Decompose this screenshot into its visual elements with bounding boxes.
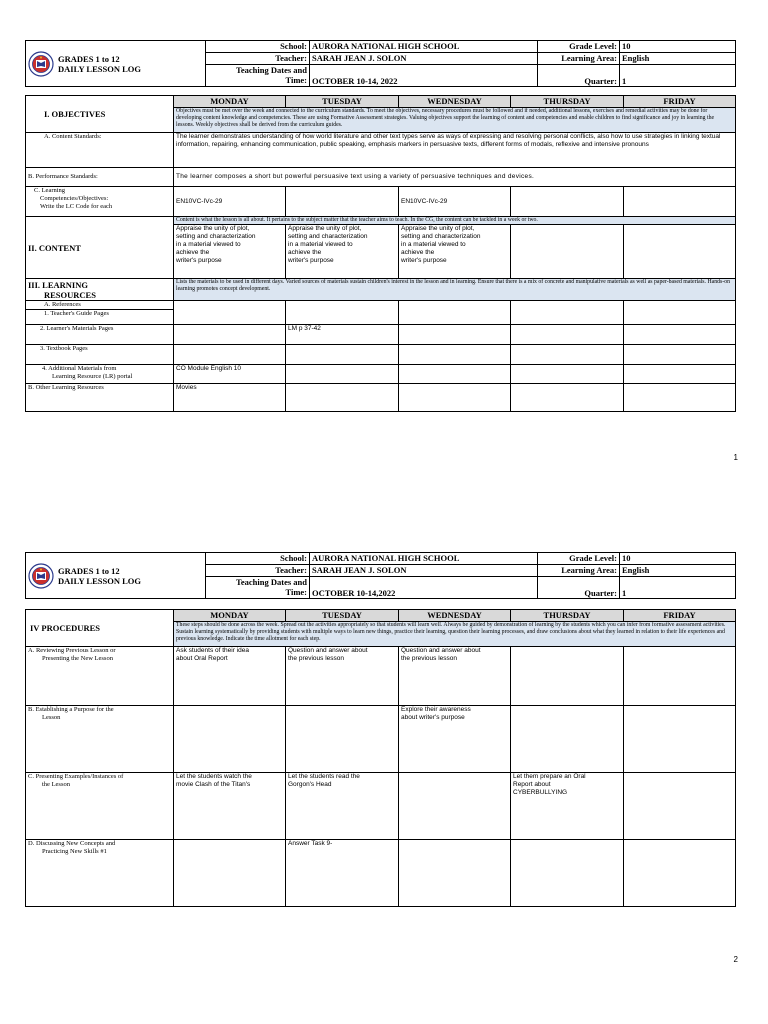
objectives-table xyxy=(25,95,736,412)
grade-level-label: Grade Level: xyxy=(538,553,620,565)
day-thursday: THURSDAY xyxy=(511,96,624,108)
dll-title: DAILY LESSON LOG xyxy=(58,63,141,74)
school-label: School: xyxy=(206,553,310,565)
learning-area-label: Learning Area: xyxy=(538,565,620,577)
competency-tuesday xyxy=(286,187,399,217)
content-standards-label: A. Content Standards: xyxy=(26,133,174,168)
other-tuesday xyxy=(286,384,399,412)
c-thursday: Let them prepare an Oral Report about CYBERBULLYING xyxy=(511,773,624,840)
c-monday: Let the students watch the movie Clash of the Titan's xyxy=(174,773,286,840)
resources-note: Lists the materials to be used in different days. Varied sources of materials sustain children's interest in the lesson and in learning. Ensure that there is a mix of concrete and manipulative materials as well as paper-based materials. Hands-on learning promotes concept development. xyxy=(174,279,736,301)
day-monday: MONDAY xyxy=(174,96,286,108)
teaching-dates-value: OCTOBER 10-14,2022 xyxy=(310,577,538,599)
am-wednesday xyxy=(399,365,511,384)
teacher-label: Teacher: xyxy=(206,53,310,65)
page-2 xyxy=(0,512,768,1024)
learning-area-value: English xyxy=(620,565,736,577)
header-logo-cell-2 xyxy=(26,553,206,599)
teacher-label: Teacher: xyxy=(206,565,310,577)
reviewing-lesson-label: A. Reviewing Previous Lesson or Presenting the New Lesson xyxy=(26,647,174,706)
teaching-dates-label: Teaching Dates and Time: xyxy=(206,577,310,599)
other-resources-label: B. Other Learning Resources xyxy=(26,384,174,412)
grade-level-label: Grade Level: xyxy=(538,41,620,53)
performance-standards-label: B. Performance Standards: xyxy=(26,168,174,187)
a-monday: Ask students of their idea about Oral Report xyxy=(174,647,286,706)
references-label: A. References xyxy=(26,301,174,310)
establishing-purpose-label: B. Establishing a Purpose for the Lesson xyxy=(26,706,174,773)
d-tuesday: Answer Task 9- xyxy=(286,840,399,907)
tg-wednesday xyxy=(399,301,511,325)
content-tuesday: Appraise the unity of plot, setting and characterization in a material viewed to achieve the writer's purpose xyxy=(286,225,399,279)
grades-title: GRADES 1 to 12 xyxy=(58,565,120,576)
day-monday: MONDAY xyxy=(174,610,286,622)
tg-thursday xyxy=(511,301,624,325)
procedures-heading: IV PROCEDURES xyxy=(26,610,174,647)
dll-title: DAILY LESSON LOG xyxy=(58,575,141,586)
a-friday xyxy=(624,647,736,706)
content-thursday xyxy=(511,225,624,279)
competency-thursday xyxy=(511,187,624,217)
am-monday: CO Module English 10 xyxy=(174,365,286,384)
day-thursday: THURSDAY xyxy=(511,610,624,622)
competency-code-monday: EN10VC-IVc-29 xyxy=(174,187,286,217)
day-tuesday: TUESDAY xyxy=(286,96,399,108)
quarter-label: Quarter: xyxy=(538,577,620,599)
quarter-value: 1 xyxy=(620,577,736,599)
quarter-label: Quarter: xyxy=(538,65,620,87)
a-wednesday: Question and answer about the previous lesson xyxy=(399,647,511,706)
tg-monday xyxy=(174,301,286,325)
tb-thursday xyxy=(511,345,624,365)
page-number-1: 1 xyxy=(733,453,738,462)
other-monday: Movies xyxy=(174,384,286,412)
c-friday xyxy=(624,773,736,840)
deped-seal-icon xyxy=(28,563,54,589)
d-monday xyxy=(174,840,286,907)
tb-friday xyxy=(624,345,736,365)
c-wednesday xyxy=(399,773,511,840)
content-note: Content is what the lesson is all about. It pertains to the subject matter that the teacher aims to teach. In the CG, the content can be tackled in a week or two. xyxy=(174,217,736,225)
other-thursday xyxy=(511,384,624,412)
competency-code-wednesday: EN10VC-IVc-29 xyxy=(399,187,511,217)
header-table xyxy=(25,40,736,87)
school-value: AURORA NATIONAL HIGH SCHOOL xyxy=(310,41,538,53)
d-thursday xyxy=(511,840,624,907)
objectives-note: Objectives must be met over the week and connected to the curriculum standards. To meet the objectives, necessary procedures must be followed and if needed, additional lessons, exercises and remedial activities may be done for developing content knowledge and competencies. These are using Formative Assessment strategies. Valuing objectives support the learning of content and competencies and enable children to find significance and joy in learning the lessons. Weekly objectives shall be derived from the curriculum guides. xyxy=(174,108,736,133)
learning-area-value: English xyxy=(620,53,736,65)
lm-wednesday xyxy=(399,325,511,345)
resources-heading: III. LEARNING RESOURCES xyxy=(26,279,174,301)
page-number-2: 2 xyxy=(733,955,738,964)
day-friday: FRIDAY xyxy=(624,610,736,622)
c-tuesday: Let the students read the Gorgon's Head xyxy=(286,773,399,840)
b-monday xyxy=(174,706,286,773)
teacher-value: SARAH JEAN J. SOLON xyxy=(310,565,538,577)
tg-tuesday xyxy=(286,301,399,325)
presenting-examples-label: C. Presenting Examples/Instances of the Lesson xyxy=(26,773,174,840)
teaching-dates-value: OCTOBER 10-14, 2022 xyxy=(310,65,538,87)
grade-level-value: 10 xyxy=(620,41,736,53)
grades-title: GRADES 1 to 12 xyxy=(58,53,120,64)
teachers-guide-label: 1. Teacher's Guide Pages xyxy=(26,310,174,325)
objectives-heading: I. OBJECTIVES xyxy=(26,96,174,133)
day-wednesday: WEDNESDAY xyxy=(399,96,511,108)
day-wednesday: WEDNESDAY xyxy=(399,610,511,622)
am-tuesday xyxy=(286,365,399,384)
a-tuesday: Question and answer about the previous lesson xyxy=(286,647,399,706)
tg-friday xyxy=(624,301,736,325)
day-friday: FRIDAY xyxy=(624,96,736,108)
header-table-2 xyxy=(25,552,736,599)
tb-tuesday xyxy=(286,345,399,365)
grade-level-value: 10 xyxy=(620,553,736,565)
other-friday xyxy=(624,384,736,412)
content-monday: Appraise the unity of plot, setting and characterization in a material viewed to achieve the writer's purpose xyxy=(174,225,286,279)
content-friday xyxy=(624,225,736,279)
header-logo-cell xyxy=(26,41,206,87)
lm-thursday xyxy=(511,325,624,345)
content-wednesday: Appraise the unity of plot, setting and characterization in a material viewed to achieve the writer's purpose xyxy=(399,225,511,279)
teaching-dates-label: Teaching Dates and Time: xyxy=(206,65,310,87)
competency-friday xyxy=(624,187,736,217)
learners-materials-label: 2. Learner's Materials Pages xyxy=(26,325,174,345)
tb-monday xyxy=(174,345,286,365)
lm-monday xyxy=(174,325,286,345)
other-wednesday xyxy=(399,384,511,412)
content-standards-value: The learner demonstrates understanding of how world literature and other text types serve as ways of expressing and resolving personal conflicts, also how to use strategies in linking textual information, repairing, enhancing communication, public speaking, emphasis markers in persuasive texts, different forms of modals, reflexive and intensive pronouns xyxy=(174,133,736,168)
b-thursday xyxy=(511,706,624,773)
d-wednesday xyxy=(399,840,511,907)
learning-area-label: Learning Area: xyxy=(538,53,620,65)
am-friday xyxy=(624,365,736,384)
lm-tuesday: LM p 37-42 xyxy=(286,325,399,345)
content-heading: II. CONTENT xyxy=(26,217,174,279)
a-thursday xyxy=(511,647,624,706)
lm-friday xyxy=(624,325,736,345)
tb-wednesday xyxy=(399,345,511,365)
d-friday xyxy=(624,840,736,907)
procedures-note: These steps should be done across the week. Spread out the activities appropriately so that students will learn well. Always be guided by demonstration of learning by the students which you can infer from formative assessment activities. Sustain learning systematically by providing students with multiple ways to learn new things, practice their learning, question their learning processes, and draw conclusions about what they learned in relation to their life experiences and previous knowledge. Indicate the time allotment for each step. xyxy=(174,622,736,647)
day-tuesday: TUESDAY xyxy=(286,610,399,622)
b-friday xyxy=(624,706,736,773)
procedures-table xyxy=(25,609,736,907)
school-value: AURORA NATIONAL HIGH SCHOOL xyxy=(310,553,538,565)
school-label: School: xyxy=(206,41,310,53)
am-thursday xyxy=(511,365,624,384)
competencies-label: C. Learning Competencies/Objectives: Write the LC Code for each xyxy=(26,187,174,217)
textbook-pages-label: 3. Textbook Pages xyxy=(26,345,174,365)
quarter-value: 1 xyxy=(620,65,736,87)
additional-materials-label: 4. Additional Materials from Learning Resource (LR) portal xyxy=(26,365,174,384)
b-tuesday xyxy=(286,706,399,773)
b-wednesday: Explore their awareness about writer's purpose xyxy=(399,706,511,773)
discussing-concepts-label: D. Discussing New Concepts and Practicing New Skills #1 xyxy=(26,840,174,907)
teacher-value: SARAH JEAN J. SOLON xyxy=(310,53,538,65)
deped-seal-icon xyxy=(28,51,54,77)
performance-standards-value: The learner composes a short but powerful persuasive text using a variety of persuasive techniques and devices. xyxy=(174,168,736,187)
